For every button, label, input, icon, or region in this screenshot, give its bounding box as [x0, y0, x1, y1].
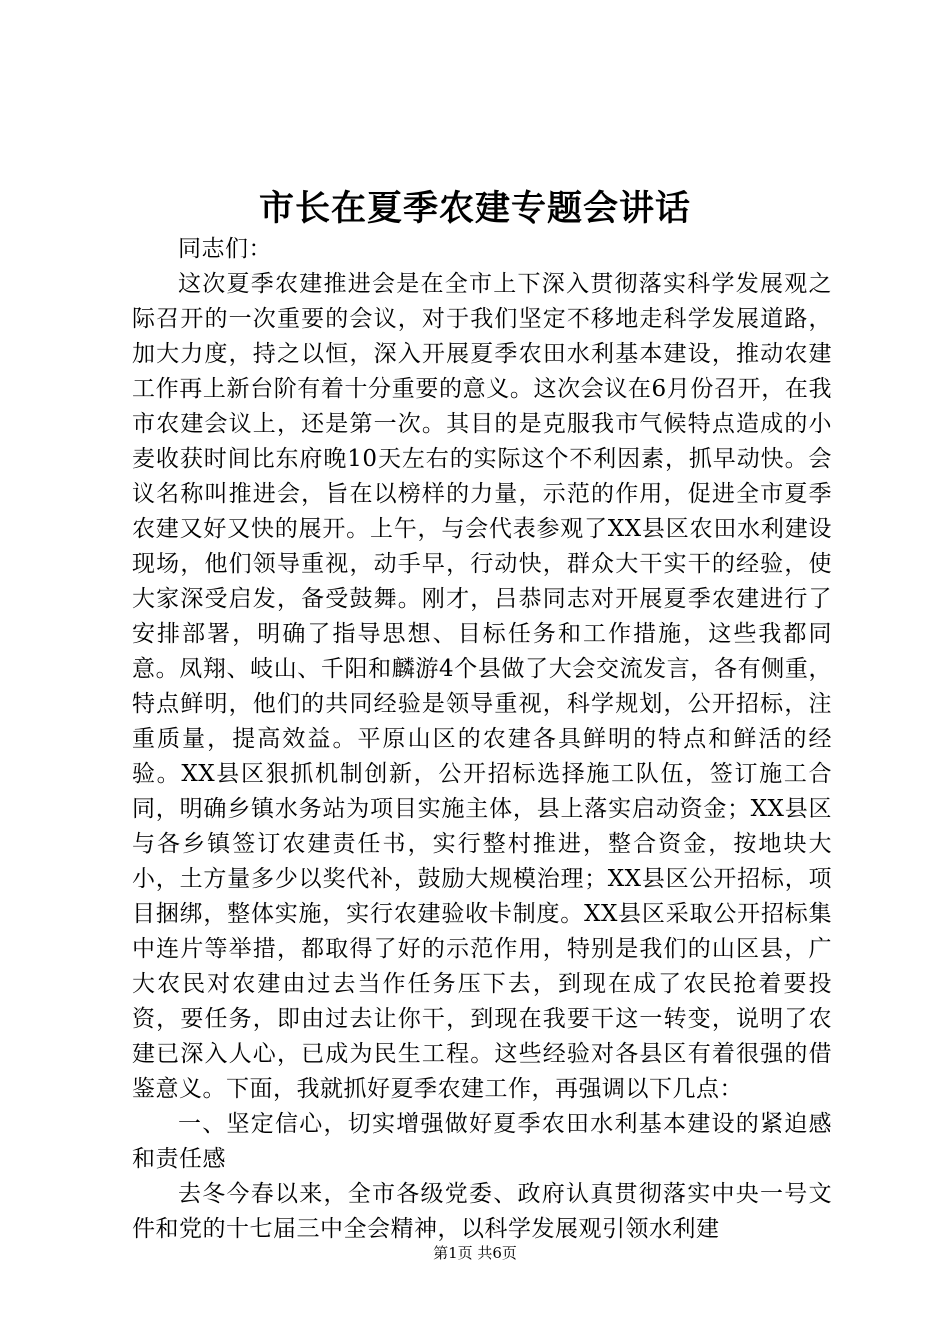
salutation-paragraph: 同志们：	[178, 236, 272, 262]
body-paragraph: 这次夏季农建推进会是在全市上下深入贯彻落实科学发展观之际召开的一次重要的会议，对于我们坚定不移地走科学发展道路，加大力度，持之以恒，深入开展夏季农田水利基本建设，推动农建工作再上新台阶有着十分重要的意义。这次会议在6月份召开，在我市农建会议上，还是第一次。其目的是克服我市气候特点造成的小麦收获时间比东府晚10天左右的实际这个不利因素，抓早动快。会议名称叫推进会，旨在以榜样的力量，示范的作用，促进全市夏季农建又好又快的展开。上午，与会代表参观了XX县区农田水利建设现场，他们领导重视，动手早，行动快，群众大干实干的经验，使大家深受启发，备受鼓舞。刚才，吕恭同志对开展夏季农建进行了安排部署，明确了指导思想、目标任务和工作措施，这些我都同意。凤翔、岐山、千阳和麟游4个县做了大会交流发言，各有侧重，特点鲜明，他们的共同经验是领导重视，科学规划，公开招标，注重质量，提高效益。平原山区的农建各具鲜明的特点和鲜活的经验。XX县区狠抓机制创新，公开招标选择施工队伍，签订施工合同，明确乡镇水务站为项目实施主体，县上落实启动资金；XX县区与各乡镇签订农建责任书，实行整村推进，整合资金，按地块大小，土方量多少以奖代补，鼓励大规模治理；XX县区公开招标，项目捆绑，整体实施，实行农建验收卡制度。XX县区采取公开招标集中连片等举措，都取得了好的示范作用，特别是我们的山区县，广大农民对农建由过去当作任务压下去，到现在成了农民抢着要投资，要任务，即由过去让你干，到现在我要干这一转变，说明了农建已深入人心，已成为民生工程。这些经验对各县区有着很强的借鉴意义。下面，我就抓好夏季农建工作，再强调以下几点：	[132, 271, 832, 1102]
page-number-footer: 第1页 共6页	[433, 1244, 517, 1262]
document-body	[132, 232, 832, 1247]
body-paragraph: 去冬今春以来，全市各级党委、政府认真贯彻落实中央一号文件和党的十七届三中全会精神，以科学发展观引领水利建	[132, 1181, 832, 1242]
section-heading-paragraph: 一、坚定信心，切实增强做好夏季农田水利基本建设的紧迫感和责任感	[132, 1111, 832, 1172]
document-title: 市长在夏季农建专题会讲话	[258, 188, 691, 229]
